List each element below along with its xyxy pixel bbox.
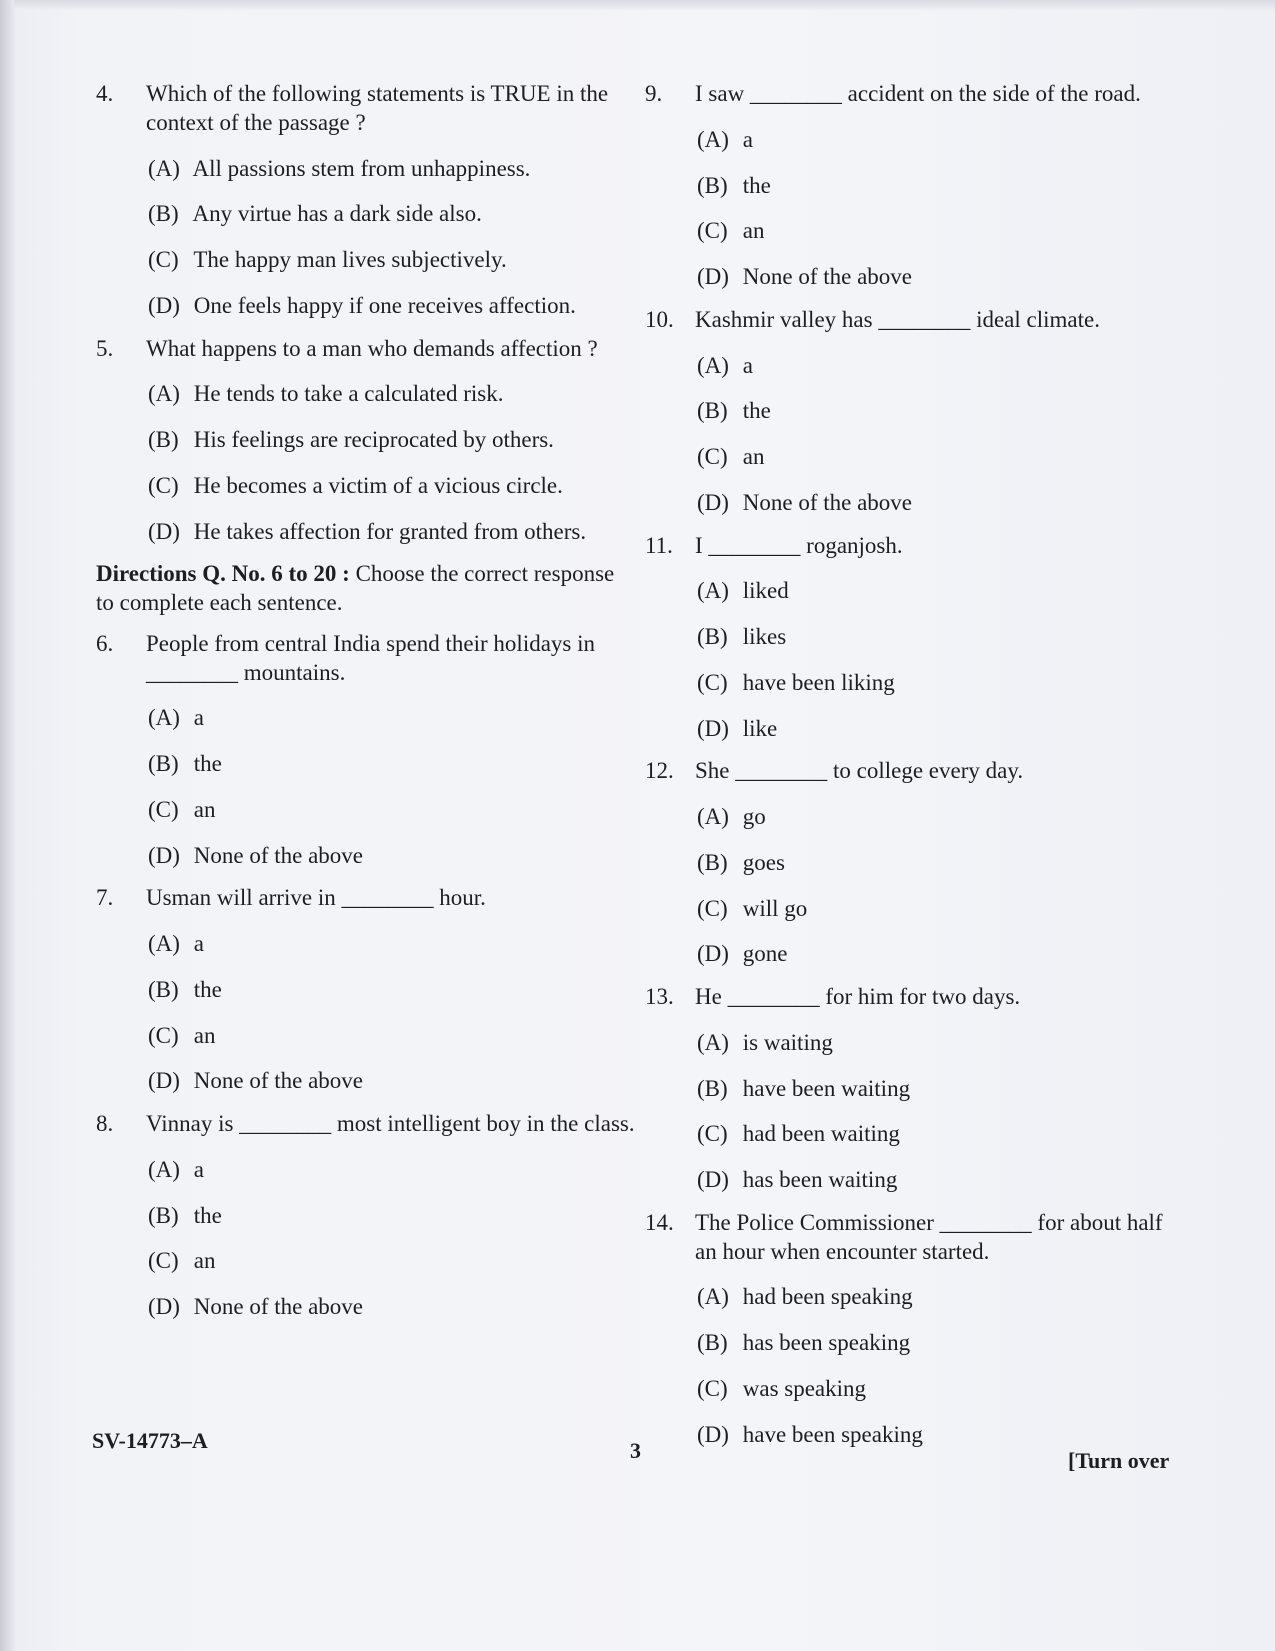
option-text: an: [193, 1248, 216, 1274]
question-number: 6.: [96, 630, 114, 656]
option: [146, 930, 636, 959]
option-text: the: [193, 1202, 222, 1228]
option: [695, 715, 1185, 744]
option-text: was speaking: [742, 1375, 867, 1401]
question-stem: She ________ to college every day.: [695, 758, 1024, 784]
scan-left-edge: [0, 0, 14, 1651]
option-text: will go: [742, 895, 808, 921]
option: [695, 1283, 1185, 1312]
question: [96, 335, 636, 547]
option: [695, 1375, 1185, 1404]
option: [695, 1329, 1185, 1358]
option: [695, 803, 1185, 832]
option-label: (A): [697, 578, 729, 604]
option: [146, 200, 636, 229]
question: [96, 80, 636, 321]
left-column: [96, 80, 636, 1336]
option: [695, 352, 1185, 381]
option: [695, 1120, 1185, 1149]
option: [695, 895, 1185, 924]
question: [645, 1209, 1185, 1450]
option-text: He tends to take a calculated risk.: [193, 381, 504, 407]
question: [96, 884, 636, 1096]
option-label: (A): [697, 804, 729, 829]
option-label: (D): [148, 1294, 180, 1319]
option-label: (A): [697, 1029, 729, 1055]
option: [146, 426, 636, 455]
option-text: an: [742, 444, 765, 469]
option-text: a: [193, 931, 204, 956]
option-label: (A): [697, 1284, 729, 1310]
option-label: (C): [697, 218, 728, 244]
question: [96, 1110, 636, 1322]
option: [695, 217, 1185, 246]
option-label: (A): [148, 381, 180, 407]
scan-top-edge: [0, 0, 1275, 10]
option-text: the: [742, 172, 771, 198]
option: [146, 1293, 636, 1322]
option-label: (B): [697, 172, 728, 198]
directions-text: Choose the correct response to complete each sentence.: [96, 561, 615, 615]
question-stem: Vinnay is ________ most intelligent boy in the class.: [146, 1111, 635, 1136]
option-label: (A): [148, 705, 180, 731]
option: [695, 1421, 1185, 1450]
option-label: (B): [148, 427, 179, 452]
option-text: gone: [742, 941, 788, 967]
option-label: (C): [148, 1022, 179, 1048]
option: [695, 263, 1185, 292]
option-label: (D): [697, 489, 729, 515]
question: [645, 983, 1185, 1195]
option-text: an: [193, 1022, 216, 1048]
option-text: go: [742, 804, 766, 829]
option-text: is waiting: [742, 1029, 833, 1055]
question-stem: He ________ for him for two days.: [695, 984, 1021, 1009]
option-text: likes: [742, 624, 787, 649]
option-text: a: [742, 126, 753, 152]
option-text: He takes affection for granted from others.: [193, 518, 587, 544]
option-text: None of the above: [742, 489, 912, 515]
option-label: (A): [697, 352, 729, 378]
option: [695, 489, 1185, 518]
option: [146, 1067, 636, 1096]
option-text: goes: [742, 849, 785, 875]
option-text: He becomes a victim of a vicious circle.: [193, 472, 563, 498]
option-text: have been speaking: [742, 1421, 923, 1447]
question-number: 4.: [96, 81, 114, 106]
option: [695, 1166, 1185, 1195]
directions: [96, 560, 636, 618]
option-label: (A): [697, 126, 729, 152]
option: [146, 796, 636, 825]
option-text: have been waiting: [742, 1075, 911, 1101]
option-label: (C): [697, 895, 728, 921]
option-text: None of the above: [193, 1068, 363, 1094]
option: [695, 849, 1185, 878]
option: [146, 380, 636, 409]
option: [146, 246, 636, 275]
option: [146, 292, 636, 321]
question-stem: Kashmir valley has ________ ideal climate.: [695, 306, 1100, 332]
question-number: 13.: [645, 984, 674, 1009]
option: [695, 1029, 1185, 1058]
question: [645, 757, 1185, 969]
question-stem: What happens to a man who demands affection ?: [146, 335, 598, 361]
option-label: (B): [148, 1202, 179, 1228]
option-label: (A): [148, 155, 180, 181]
option-label: (C): [697, 444, 728, 469]
option-label: (C): [148, 472, 179, 498]
option-text: One feels happy if one receives affection.: [193, 292, 576, 318]
option-label: (D): [148, 292, 180, 318]
option-text: a: [193, 1156, 204, 1182]
option-text: a: [742, 352, 753, 378]
option: [146, 472, 636, 501]
option-text: liked: [742, 578, 789, 604]
option: [695, 1075, 1185, 1104]
option: [695, 397, 1185, 426]
option-label: (B): [697, 849, 728, 875]
question-number: 9.: [645, 81, 663, 106]
option: [695, 577, 1185, 606]
question-number: 8.: [96, 1111, 114, 1136]
question-stem: Which of the following statements is TRUE in the context of the passage ?: [146, 81, 609, 135]
question-stem: I saw ________ accident on the side of the road.: [695, 81, 1141, 106]
option-text: The happy man lives subjectively.: [193, 247, 507, 272]
option-text: None of the above: [742, 264, 912, 289]
option: [695, 126, 1185, 155]
option-label: (D): [697, 1421, 729, 1447]
option-text: None of the above: [193, 1294, 363, 1319]
option-label: (A): [148, 931, 180, 956]
option-text: have been liking: [742, 669, 895, 695]
option-label: (B): [148, 751, 179, 776]
directions-heading: Directions Q. No. 6 to 20 :: [96, 561, 350, 587]
option-label: (C): [148, 796, 179, 822]
question-stem: Usman will arrive in ________ hour.: [146, 885, 486, 911]
option: [146, 1202, 636, 1231]
question-number: 10.: [645, 306, 674, 332]
option: [695, 669, 1185, 698]
option-text: an: [193, 796, 216, 822]
option: [146, 704, 636, 733]
paper-code: SV-14773–A: [92, 1428, 208, 1453]
option: [146, 1156, 636, 1185]
question-stem: People from central India spend their holidays in ________ mountains.: [146, 630, 596, 685]
option-label: (B): [697, 624, 728, 649]
option-text: has been speaking: [742, 1330, 911, 1355]
option-text: a: [193, 705, 204, 731]
question-number: 7.: [96, 885, 114, 911]
option: [146, 750, 636, 779]
option-label: (D): [697, 264, 729, 289]
option-label: (B): [148, 976, 179, 1002]
option-text: had been waiting: [742, 1121, 900, 1147]
option-label: (D): [148, 518, 180, 544]
option: [146, 842, 636, 871]
option: [146, 518, 636, 547]
option-label: (D): [697, 1167, 729, 1192]
option: [146, 1022, 636, 1051]
option-text: His feelings are reciprocated by others.: [193, 427, 554, 452]
option-label: (D): [148, 1068, 180, 1094]
option-text: None of the above: [193, 842, 363, 868]
option-text: the: [193, 751, 222, 776]
option-text: like: [742, 715, 778, 741]
option-label: (B): [697, 398, 728, 424]
question: [645, 306, 1185, 518]
question: [645, 532, 1185, 744]
question-stem: The Police Commissioner ________ for about half an hour when encounter started.: [695, 1209, 1163, 1264]
option-label: (D): [148, 842, 180, 868]
option-text: an: [742, 218, 765, 244]
right-column: [645, 80, 1185, 1463]
option: [146, 155, 636, 184]
option-label: (A): [148, 1156, 180, 1182]
option: [695, 940, 1185, 969]
question: [96, 630, 636, 871]
option: [695, 623, 1185, 652]
option-label: (B): [697, 1075, 728, 1101]
option-label: (B): [148, 201, 179, 227]
option-text: All passions stem from unhappiness.: [192, 155, 531, 181]
option-text: the: [742, 398, 771, 424]
option-label: (C): [697, 669, 728, 695]
question-stem: I ________ roganjosh.: [695, 532, 903, 558]
option-label: (C): [697, 1375, 728, 1401]
option-label: (D): [697, 941, 729, 967]
question-number: 14.: [645, 1209, 674, 1235]
question: [645, 80, 1185, 292]
option-label: (C): [148, 247, 179, 272]
option-label: (D): [697, 715, 729, 741]
option-label: (B): [697, 1330, 728, 1355]
option-label: (C): [148, 1248, 179, 1274]
option: [146, 976, 636, 1005]
option: [146, 1247, 636, 1276]
question-number: 12.: [645, 758, 674, 784]
option-text: had been speaking: [742, 1284, 913, 1310]
turn-over-note: [Turn over: [1068, 1448, 1170, 1473]
option-text: Any virtue has a dark side also.: [192, 201, 482, 227]
page-number: 3: [630, 1438, 641, 1463]
question-number: 5.: [96, 335, 114, 361]
option: [695, 172, 1185, 201]
option-text: has been waiting: [742, 1167, 898, 1192]
option-label: (C): [697, 1121, 728, 1147]
option-text: the: [193, 976, 222, 1002]
option: [695, 443, 1185, 472]
question-number: 11.: [645, 532, 673, 558]
